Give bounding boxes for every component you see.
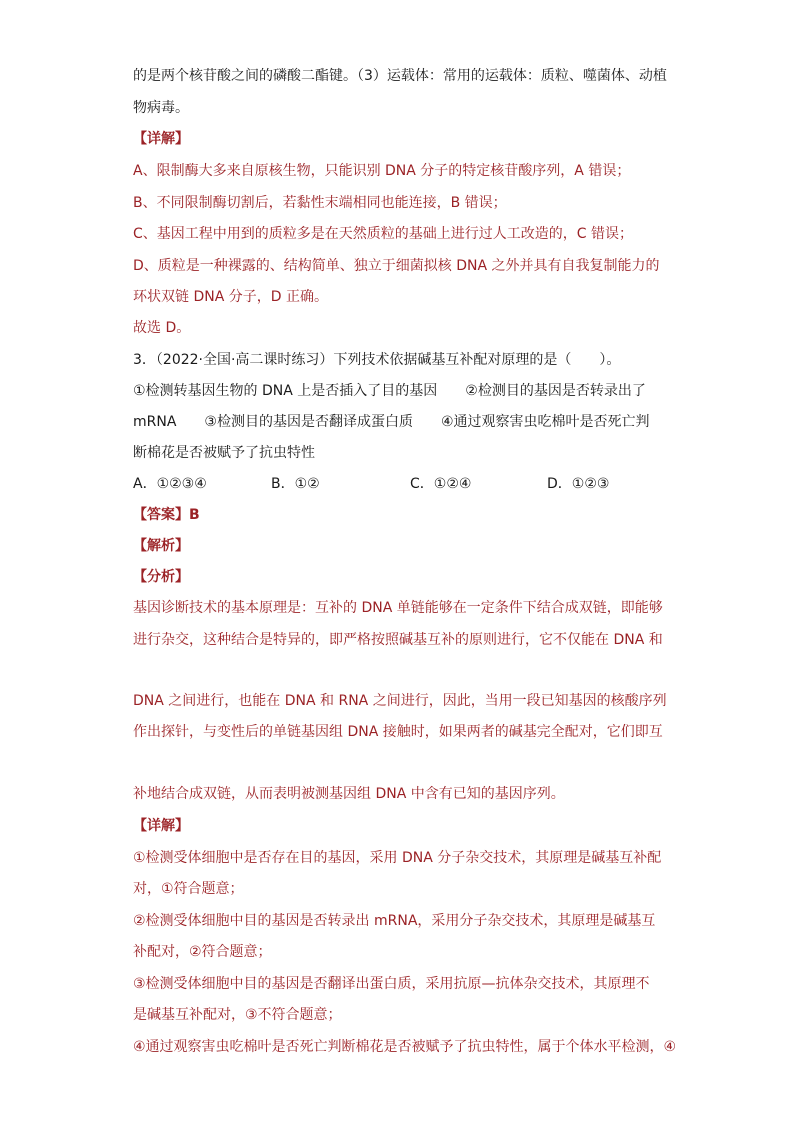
question-3-item-line-1: ①检测转基因生物的 DNA 上是否插入了目的基因 ②检测目的基因是否转录出了 <box>133 383 646 399</box>
detail2-line-2: 对，①符合题意； <box>133 881 244 897</box>
fenxi-line-3: DNA 之间进行，也能在 DNA 和 RNA 之间进行，因此，当用一段已知基因的核酸序列 <box>133 693 667 709</box>
intro-line-2: 物病毒。 <box>133 100 189 116</box>
detail1-line-a: A、限制酶大多来自原核生物，只能识别 DNA 分子的特定核苷酸序列，A 错误； <box>133 163 631 179</box>
answer-label: 【答案】B <box>133 507 200 523</box>
detail1-line-c: C、基因工程中用到的质粒多是在天然质粒的基础上进行过人工改造的，C 错误； <box>133 226 633 242</box>
detail2-line-7: ④通过观察害虫吃棉叶是否死亡判断棉花是否被赋予了抗虫特性，属于个体水平检测，④ <box>133 1039 677 1055</box>
detail2-line-5: ③检测受体细胞中目的基因是否翻译出蛋白质，采用抗原—抗体杂交技术，其原理不 <box>133 976 650 992</box>
question-3-stem: 3．（2022·全国·高二课时练习）下列技术依据碱基互补配对原理的是（ ）。 <box>133 352 621 368</box>
detail-heading-1: 【详解】 <box>133 131 189 147</box>
fenxi-line-5: 补地结合成双链，从而表明被测基因组 DNA 中含有已知的基因序列。 <box>133 786 565 802</box>
detail1-line-d: D、质粒是一种裸露的、结构简单、独立于细菌拟核 DNA 之外并具有自我复制能力的 <box>133 258 660 274</box>
option-c: C．①②④ <box>410 476 472 492</box>
question-3-item-line-2: mRNA ③检测目的基因是否翻译成蛋白质 ④通过观察害虫吃棉叶是否死亡判 <box>133 414 650 430</box>
question-3-item-line-3: 断棉花是否被赋予了抗虫特性 <box>133 445 315 461</box>
option-d: D．①②③ <box>547 476 610 492</box>
detail2-line-3: ②检测受体细胞中目的基因是否转录出 mRNA，采用分子杂交技术，其原理是碱基互 <box>133 913 656 929</box>
question-3-options <box>133 474 693 494</box>
option-a: A．①②③④ <box>133 476 207 492</box>
intro-line-1: 的是两个核苷酸之间的磷酸二酯键。（3）运载体：常用的运载体：质粒、噬菌体、动植 <box>133 68 667 84</box>
fenxi-line-4: 作出探针，与变性后的单链基因组 DNA 接触时，如果两者的碱基完全配对，它们即互 <box>133 724 663 740</box>
fenxi-line-2: 进行杂交，这种结合是特异的，即严格按照碱基互补的原则进行，它不仅能在 DNA 和 <box>133 632 663 648</box>
detail2-line-4: 补配对，②符合题意； <box>133 944 272 960</box>
detail2-line-6: 是碱基互补配对，③不符合题意； <box>133 1007 342 1023</box>
fenxi-heading: 【分析】 <box>133 569 189 585</box>
fenxi-line-1: 基因诊断技术的基本原理是：互补的 DNA 单链能够在一定条件下结合成双链，即能够 <box>133 600 663 616</box>
detail1-line-d2: 环状双链 DNA 分子，D 正确。 <box>133 289 328 305</box>
detail-heading-2: 【详解】 <box>133 818 189 834</box>
detail1-line-b: B、不同限制酶切割后，若黏性末端相同也能连接，B 错误； <box>133 195 507 211</box>
detail2-line-1: ①检测受体细胞中是否存在目的基因，采用 DNA 分子杂交技术，其原理是碱基互补配 <box>133 850 662 866</box>
detail1-line-conclusion: 故选 D。 <box>133 320 191 336</box>
analysis-heading: 【解析】 <box>133 538 189 554</box>
option-b: B．①② <box>271 476 320 492</box>
